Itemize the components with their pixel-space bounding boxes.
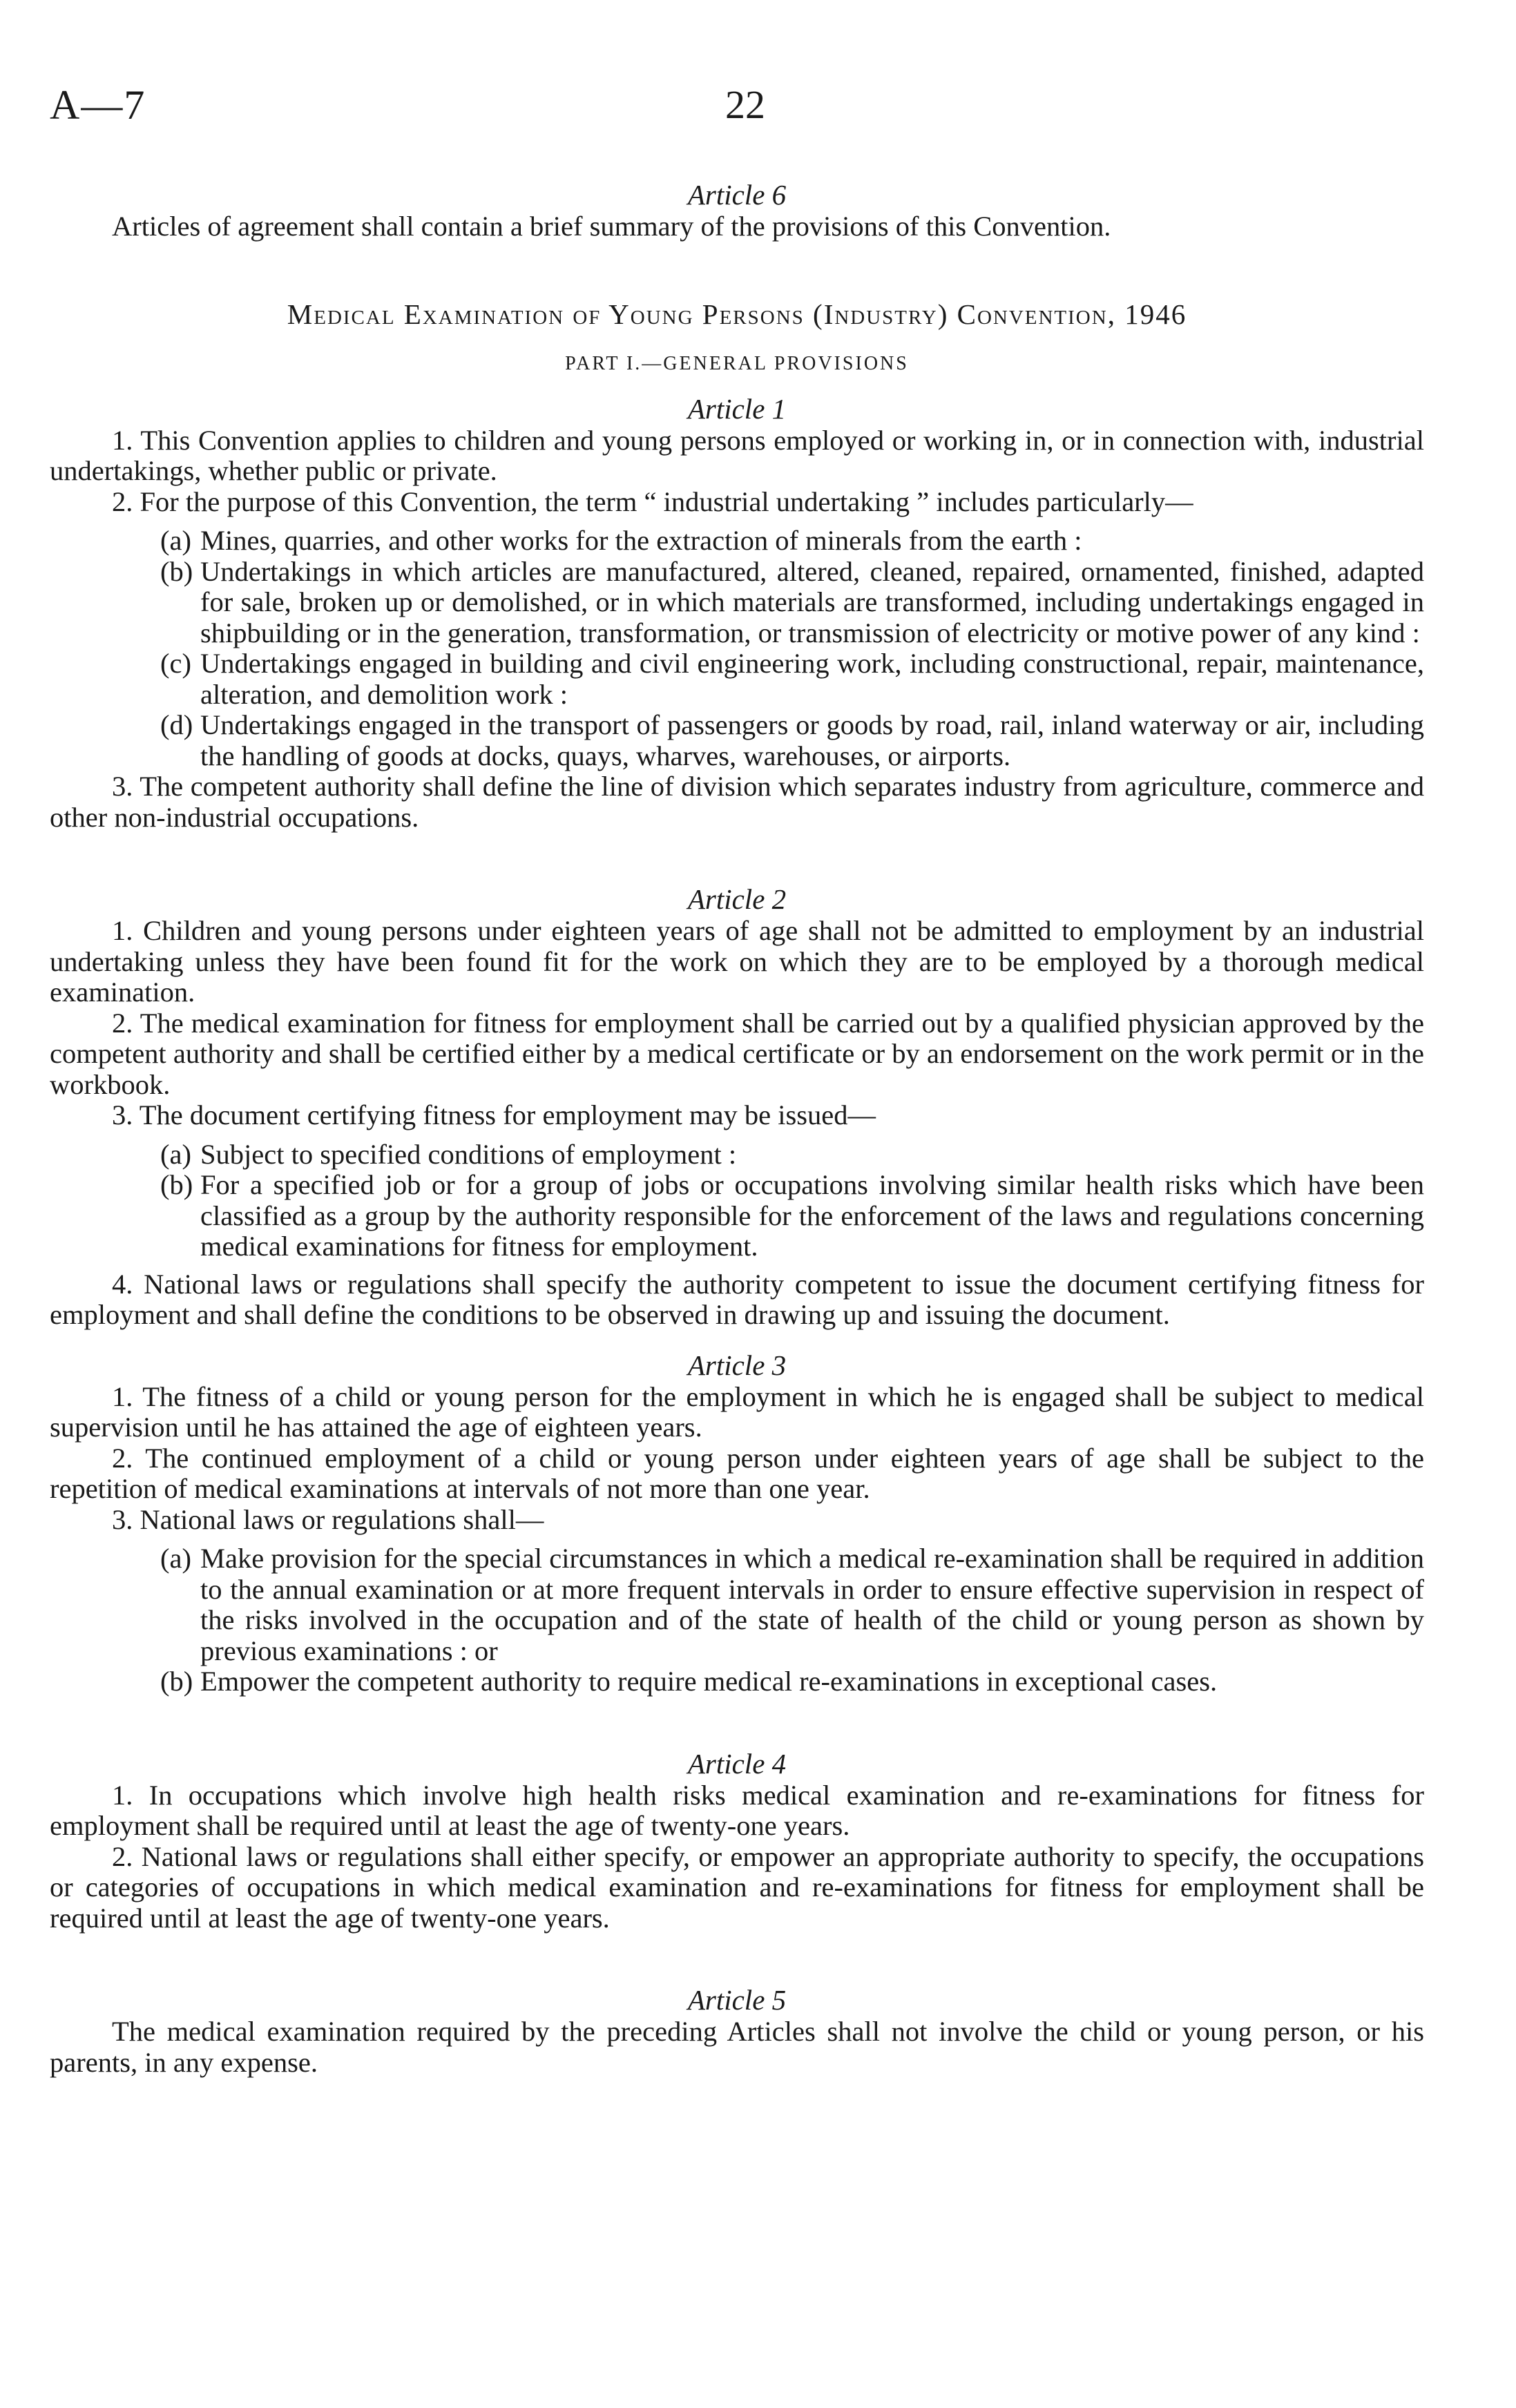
list-item-text: Undertakings in which articles are manufactured, altered, cleaned, repaired, ornamented, finished, adapted for sale, broken up or demolished, or in which materials are transformed, including undertakings engaged in shipbuilding or in the generation, transformation, or transmission of electricity or motive power of any kind :	[200, 555, 1424, 648]
list-item-text: Undertakings engaged in the transport of passengers or goods by road, rail, inland waterway or air, including the handling of goods at docks, quays, wharves, warehouses, or airports.	[200, 709, 1424, 771]
article-2-paragraph-2: 2. The medical examination for fitness for employment shall be carried out by a qualified physician approved by the competent authority and shall be certified either by a medical certificate or by an endorsement on the work permit or in the workbook.	[50, 1007, 1424, 1100]
list-item	[50, 557, 1424, 649]
list-item-text: Mines, quarries, and other works for the extraction of minerals from the earth :	[200, 525, 1082, 556]
article-3-heading: Article 3	[687, 1349, 787, 1381]
article-1-list	[50, 526, 1424, 771]
article-1-paragraph-3: 3. The competent authority shall define the line of division which separates industry from agriculture, commerce and other non-industrial occupations.	[50, 771, 1424, 833]
list-item-label: (b)	[160, 555, 193, 587]
article-3-paragraph-2: 2. The continued employment of a child or young person under eighteen years of age shall be subject to the repetition of medical examinations at intervals of not more than one year.	[50, 1442, 1424, 1504]
article-1-paragraph-2: 2. For the purpose of this Convention, the term “ industrial undertaking ” includes particularly—	[112, 485, 1193, 517]
list-item	[50, 1543, 1424, 1666]
article-6-text: Articles of agreement shall contain a brief summary of the provisions of this Convention.	[112, 211, 1111, 242]
article-3-paragraph-1: 1. The fitness of a child or young person for the employment in which he is engaged shall be subject to medical supervision until he has attained the age of eighteen years.	[50, 1380, 1424, 1443]
article-1-paragraph-1: 1. This Convention applies to children and young persons employed or working in, or in connection with, industrial undertakings, whether public or private.	[50, 424, 1424, 486]
list-item-label: (a)	[160, 1138, 191, 1170]
part-heading: PART I.—GENERAL PROVISIONS	[565, 353, 909, 374]
article-6-heading: Article 6	[687, 179, 787, 211]
article-5-paragraph-1: The medical examination required by the preceding Articles shall not involve the child or young person, or his parents, in any expense.	[50, 2016, 1424, 2078]
article-1-heading: Article 1	[687, 392, 787, 425]
list-item-text: Make provision for the special circumstances in which a medical re-examination shall be required in addition to the annual examination or at more frequent intervals in order to ensure effective supervision in respect of the risks involved in the occupation and of the state of health of the child or young person as shown by previous examinations : or	[200, 1543, 1424, 1666]
article-4-heading: Article 4	[687, 1747, 787, 1780]
article-2-paragraph-3: 3. The document certifying fitness for employment may be issued—	[112, 1099, 876, 1130]
list-item	[50, 1170, 1424, 1262]
list-item	[50, 1139, 1424, 1171]
list-item-text: Empower the competent authority to require medical re-examinations in exceptional cases.	[200, 1666, 1218, 1697]
list-item-label: (d)	[160, 709, 193, 740]
list-item-label: (b)	[160, 1666, 193, 1697]
page-number: 22	[725, 82, 765, 127]
article-2-paragraph-1: 1. Children and young persons under eighteen years of age shall not be admitted to employment by an industrial undertaking unless they have been found fit for the work on which they are to be employed by a thorough medical examination.	[50, 915, 1424, 1008]
list-item-label: (a)	[160, 525, 191, 556]
article-4-paragraph-2: 2. National laws or regulations shall either specify, or empower an appropriate authority to specify, the occupations or categories of occupations in which medical examination and re-examinations for fitness for employment shall be required until at least the age of twenty-one years.	[50, 1840, 1424, 1934]
document-body	[50, 178, 1424, 2078]
list-item	[50, 648, 1424, 710]
article-4-paragraph-1: 1. In occupations which involve high health risks medical examination and re-examinations for fitness for employment shall be required until at least the age of twenty-one years.	[50, 1779, 1424, 1841]
list-item	[50, 710, 1424, 771]
page-reference: A—7	[50, 82, 146, 128]
list-item-text: Undertakings engaged in building and civil engineering work, including constructional, repair, maintenance, alteration, and demolition work :	[200, 648, 1424, 710]
article-2-list	[50, 1139, 1424, 1262]
list-item-text: Subject to specified conditions of employment :	[200, 1138, 737, 1170]
list-item	[50, 1666, 1424, 1697]
article-2-heading: Article 2	[687, 883, 787, 915]
article-3-paragraph-3: 3. National laws or regulations shall—	[112, 1503, 544, 1535]
convention-title: Medical Examination of Young Persons (Industry) Convention, 1946	[287, 298, 1187, 330]
article-3-list	[50, 1543, 1424, 1697]
list-item	[50, 526, 1424, 557]
article-2-paragraph-4: 4. National laws or regulations shall specify the authority competent to issue the document certifying fitness for employment and shall define the conditions to be observed in drawing up and issuing the document.	[50, 1268, 1424, 1330]
list-item-text: For a specified job or for a group of jobs or occupations involving similar health risks which have been classified as a group by the authority responsible for the enforcement of the laws and regulations concerning medical examinations for fitness for employment.	[200, 1169, 1424, 1262]
list-item-label: (b)	[160, 1169, 193, 1200]
list-item-label: (a)	[160, 1543, 191, 1574]
article-5-heading: Article 5	[687, 1984, 787, 2016]
list-item-label: (c)	[160, 648, 191, 679]
